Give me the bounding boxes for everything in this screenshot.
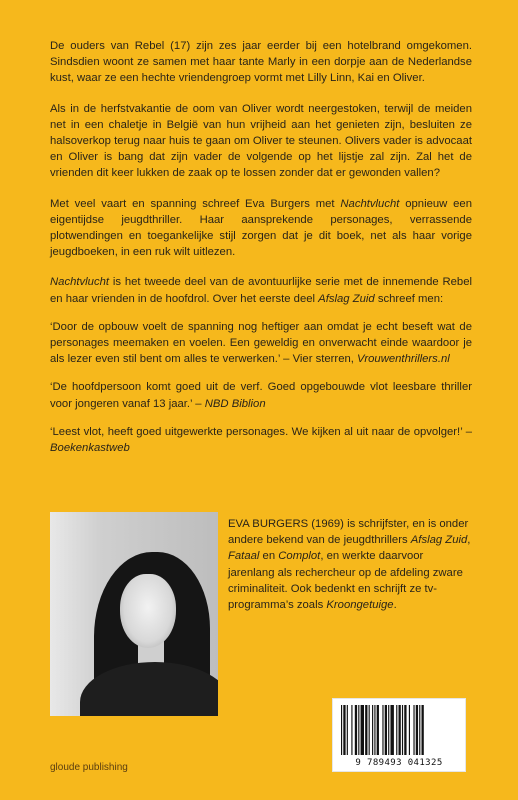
barcode-bar xyxy=(388,705,389,755)
book-title: Nachtvlucht xyxy=(50,276,110,289)
barcode-bar xyxy=(361,705,364,755)
tv-show-title: Kroongetuige xyxy=(326,599,394,612)
barcode-bar xyxy=(382,705,383,755)
bio-text: en xyxy=(259,550,279,563)
review-quote xyxy=(50,379,472,411)
blurb-paragraph-1 xyxy=(50,38,472,87)
barcode-bar xyxy=(399,705,401,755)
barcode-bar xyxy=(377,705,379,755)
bio-text: EVA BURGERS (1969) is schrijfster, en is onder andere bekend van de jeugdthrillers xyxy=(228,518,469,547)
barcode-bar xyxy=(355,705,357,755)
quote-source: Boekenkastweb xyxy=(50,442,130,455)
barcode-bar xyxy=(351,705,352,755)
barcode-bar xyxy=(390,705,393,755)
author-bio xyxy=(228,516,472,613)
barcode-bar xyxy=(358,705,359,755)
isbn-barcode xyxy=(332,698,466,772)
blurb-text: De ouders van Rebel (17) zijn zes jaar eerder bij een hotelbrand omgekomen. Sindsdien woont ze samen met haar tante Marly in een dorpje aan de Nederlandse kust, waar ze een hechte vriendengroep vormt met Lilly Linn, Kai en Oliver. xyxy=(50,40,472,85)
blurb xyxy=(50,38,472,468)
quote-attribution: – Vier sterren, xyxy=(280,353,358,366)
publisher-name: gloude publishing xyxy=(50,762,128,773)
barcode-bar xyxy=(419,705,420,755)
blurb-paragraph-4 xyxy=(50,274,472,306)
blurb-text: Met veel vaart en spanning schreef Eva Burgers met xyxy=(50,197,341,210)
barcode-bar xyxy=(374,705,375,755)
review-quote xyxy=(50,424,472,456)
blurb-paragraph-3 xyxy=(50,196,472,261)
bio-text: , en werkte daarvoor jarenlang als rechercheur op de afdeling zware criminaliteit. Ook bedenkt en schrijft ze tv-programma’s zoals xyxy=(228,550,463,612)
barcode-bar xyxy=(365,705,367,755)
barcode-bar xyxy=(396,705,397,755)
barcode-bar xyxy=(385,705,387,755)
barcode-bar xyxy=(422,705,424,755)
quote-text: ‘De hoofdpersoon komt goed uit de verf. Goed opgebouwde vlot leesbare thriller voor jongeren vanaf 13 jaar.’ xyxy=(50,381,472,410)
barcode-bar xyxy=(369,705,370,755)
quote-text: ‘Leest vlot, heeft goed uitgewerkte personages. We kijken al uit naar de opvolger!’ xyxy=(50,425,463,438)
book-title: Complot xyxy=(278,550,321,563)
barcode-bar xyxy=(372,705,373,755)
barcode-bar xyxy=(416,705,418,755)
barcode-bar xyxy=(341,705,342,755)
quote-source: NBD Biblion xyxy=(204,397,266,410)
barcode-bars xyxy=(341,705,457,755)
barcode-bar xyxy=(347,705,348,755)
blurb-text: is het tweede deel van de avontuurlijke serie met de innemende Rebel en haar vrienden in de hoofdrol. Over het eerste deel xyxy=(50,276,472,305)
book-title: Afslag Zuid xyxy=(410,534,468,547)
quote-attribution: – xyxy=(192,397,205,410)
barcode-bar xyxy=(343,705,345,755)
quote-text: ‘Door de opbouw voelt de spanning nog heftiger aan omdat je echt beseft wat de personages meemaken en voelen. Een geweldig en onverwacht einde waardoor je als lezer even stil bent om alles te verwerken.’ xyxy=(50,320,472,366)
quote-attribution: – xyxy=(462,425,472,438)
barcode-bar xyxy=(402,705,403,755)
blurb-paragraph-2 xyxy=(50,101,472,182)
bio-text: . xyxy=(393,599,397,612)
quote-source: Vrouwenthrillers.nl xyxy=(357,353,450,366)
book-title: Fataal xyxy=(228,550,260,563)
barcode-bar xyxy=(404,705,406,755)
book-title: Afslag Zuid xyxy=(318,292,375,305)
blurb-text: schreef men: xyxy=(374,292,444,305)
blurb-text: Als in de herfstvakantie de oom van Oliver wordt neergestoken, terwijl de meiden net in een chaletje in België van hun vrijheid aan het genieten zijn, besluiten ze halsoverkop terug naar huis te gaan om Oliver te steunen. Olivers vader is advocaat en Oliver is bang dat zijn vader de volgende op het lijstje zal zijn. Zal het de vrienden dit keer lukken de zaak op te lossen zonder dat er gewonden vallen? xyxy=(50,102,472,180)
barcode-bar xyxy=(413,705,414,755)
blurb-text: opnieuw een eigentijdse jeugdthriller. Haar aansprekende personages, verrassende plotwendingen en toegankelijke stijl zorgen dat je dit boek, net als haar vorige jeugdboeken, in een ruk wilt uitlezen. xyxy=(50,197,472,259)
isbn-number: 9 789493 041325 xyxy=(355,758,443,768)
review-quote xyxy=(50,319,472,368)
barcode-bar xyxy=(409,705,410,755)
bio-text: , xyxy=(467,534,471,547)
author-photo xyxy=(50,512,218,716)
book-title: Nachtvlucht xyxy=(340,197,400,210)
